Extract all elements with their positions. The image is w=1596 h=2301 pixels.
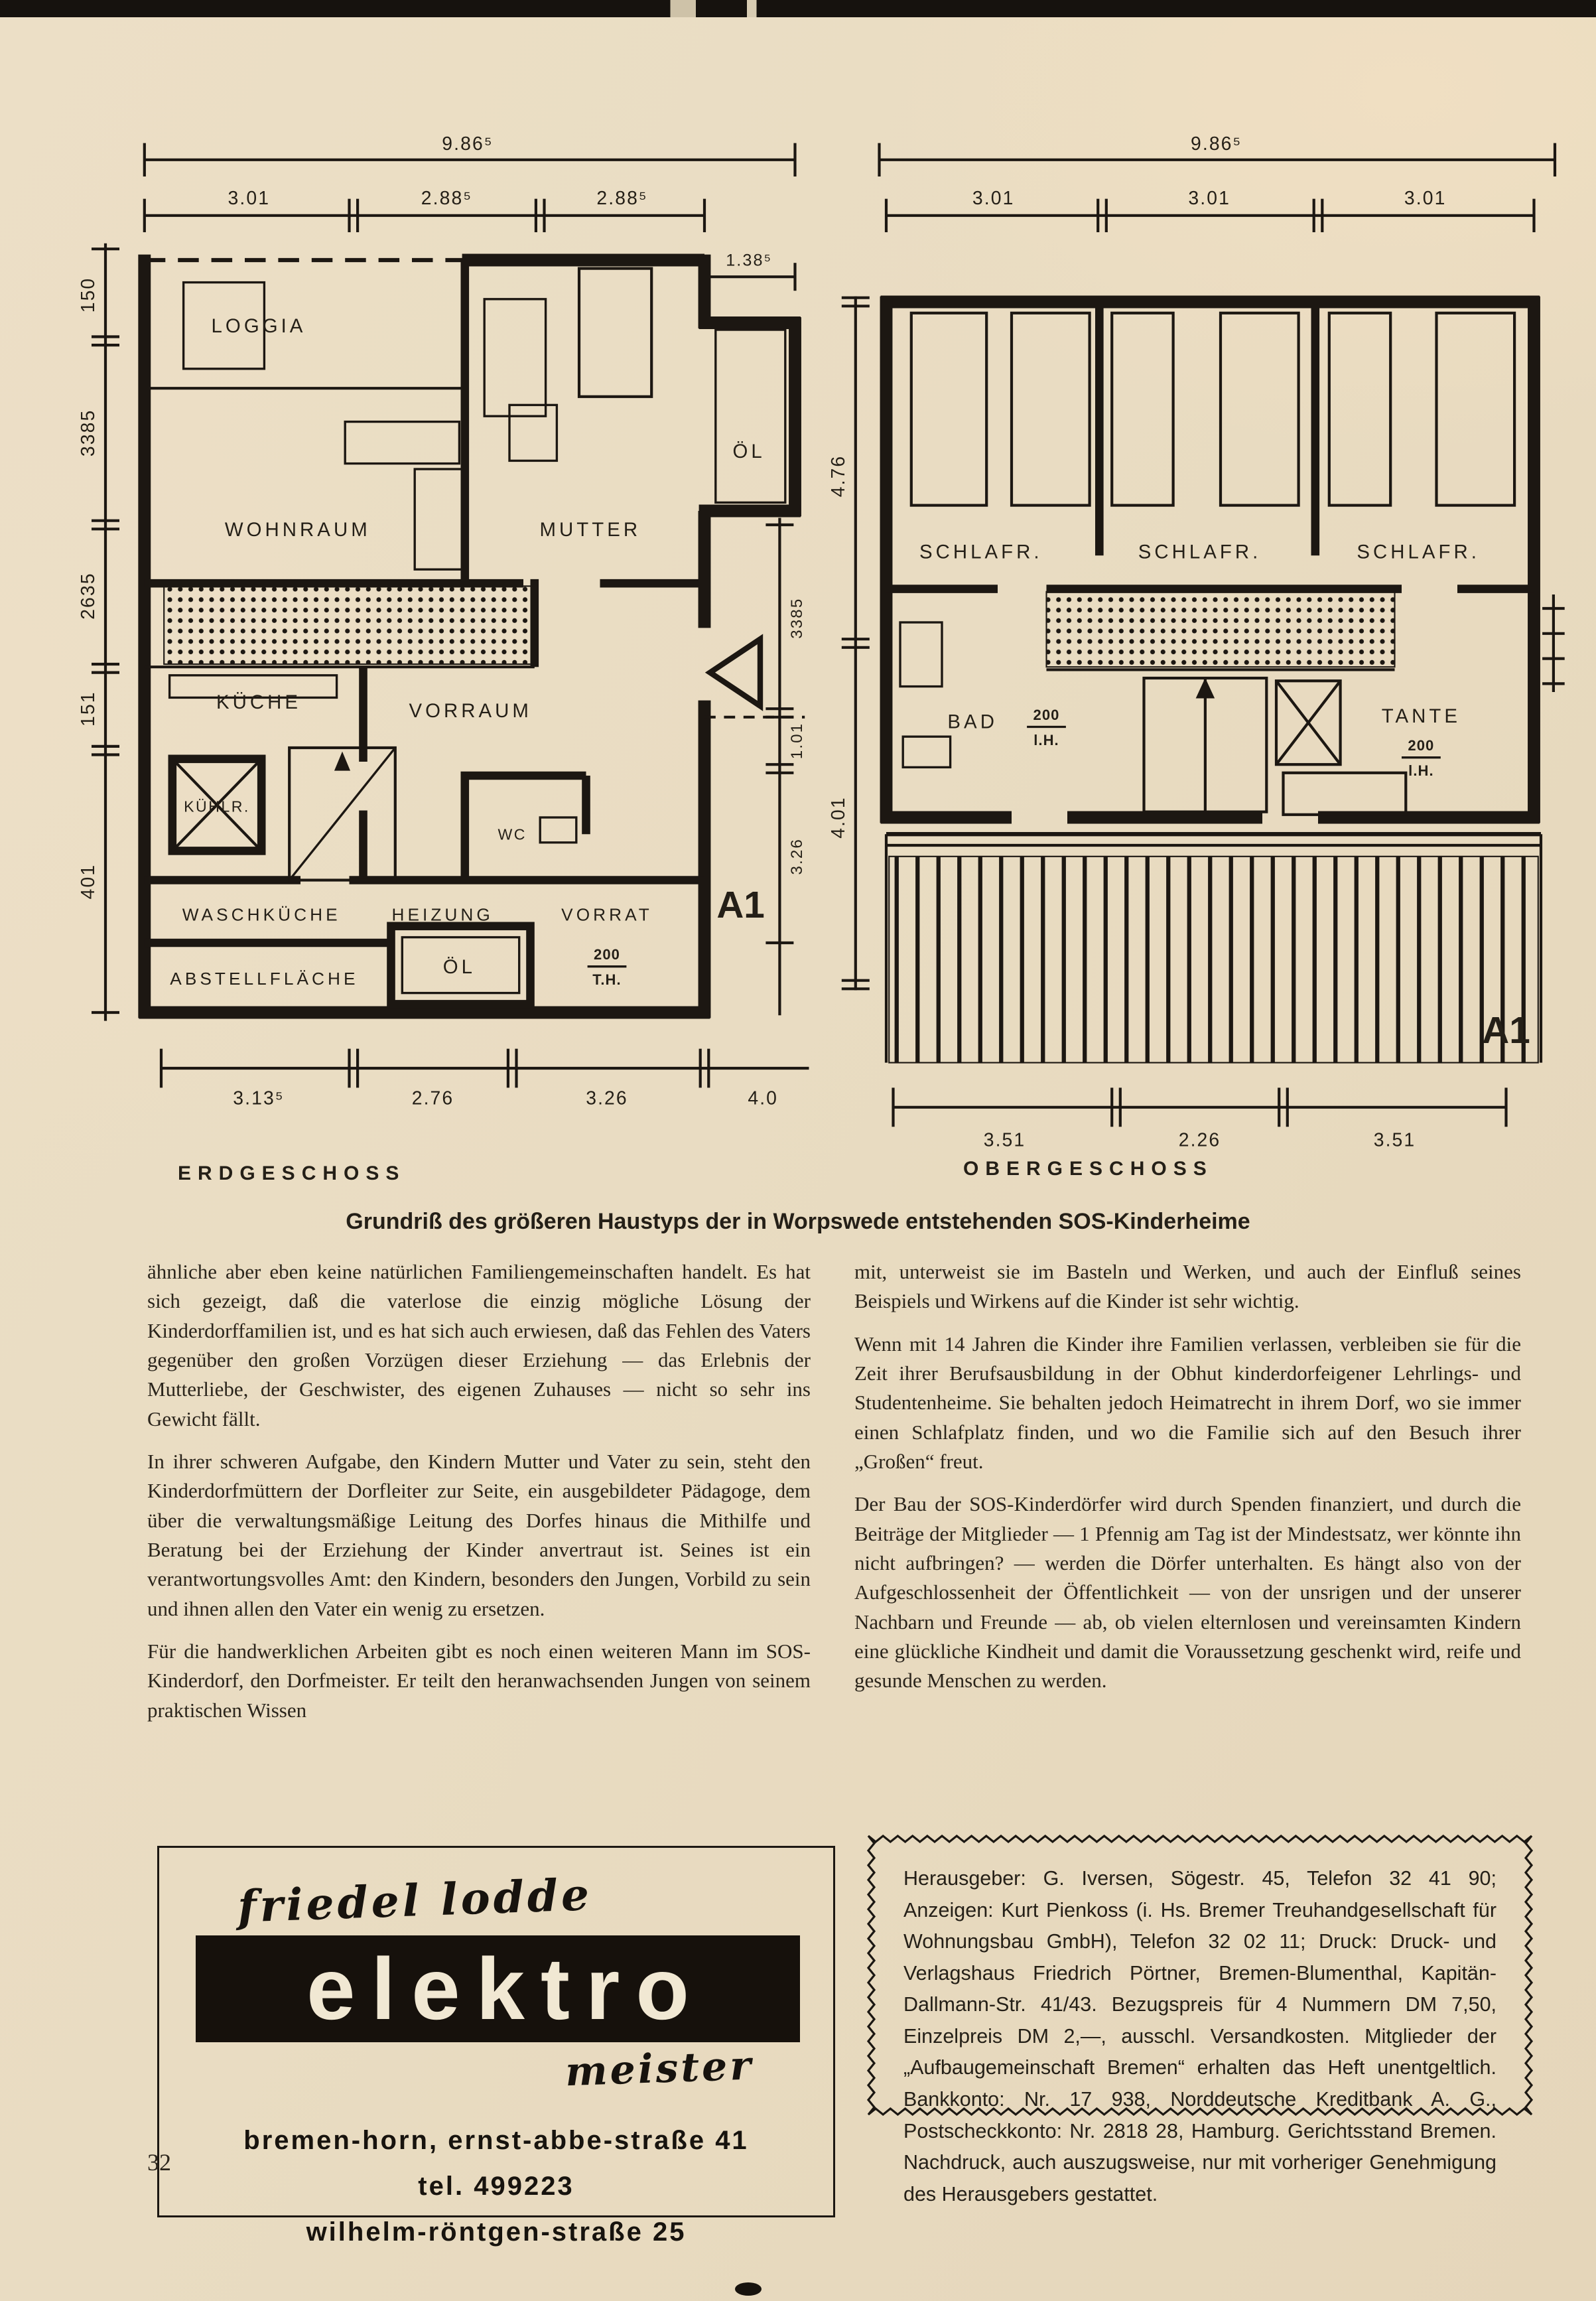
eg-dim-left-3: 2635 — [78, 572, 100, 620]
elektro-advertisement — [157, 1846, 835, 2247]
eg-dim-top-3: 2.88⁵ — [596, 188, 648, 209]
eg-dim-annex: 1.38⁵ — [726, 251, 773, 270]
page-number: 32 — [147, 2149, 171, 2176]
eg-dim-left-1: 150 — [78, 277, 100, 313]
obergeschoss-label: OBERGESCHOSS — [963, 1158, 1213, 1180]
eg-vorrat-note-bottom: T.H. — [592, 971, 622, 988]
ad-address — [159, 2118, 833, 2255]
paragraph: ähnliche aber eben keine natürlichen Familiengemeinschaften handelt. Es hat sich gezeigt, daß die vaterlose die einzig mögliche Lösung der Kinderdorffamilien ist, und es hat sich auch erwiesen, daß das Fehlen des Vaters gegenüber den großen Vorzügen dieser Erziehung — das Erlebnis der Mutterliebe, der Geschwister, des eigenen Zuhauses — nicht so sehr ins Gewicht fällt. — [147, 1260, 811, 1430]
eg-dim-left-2: 3385 — [78, 409, 100, 457]
ad-address-line3: wilhelm-röntgen-straße 25 — [306, 2217, 687, 2247]
eg-dim-right-3: 3.26 — [788, 838, 806, 875]
eg-dim-top-2: 2.88⁵ — [421, 188, 473, 209]
floorplan-erdgeschoss — [50, 93, 816, 1180]
og-tante-note-top: 200 — [1408, 737, 1435, 754]
og-dim-top-2: 3.01 — [1188, 188, 1230, 209]
eg-room-wohnraum: WOHNRAUM — [224, 518, 371, 541]
eg-room-kueche: KÜCHE — [216, 691, 302, 714]
eg-room-abstellflaeche: ABSTELLFLÄCHE — [170, 969, 359, 989]
eg-dim-left-4: 151 — [78, 691, 100, 727]
eg-dim-top-1: 3.01 — [228, 188, 271, 209]
og-dim-total: 9.86⁵ — [1191, 133, 1242, 155]
og-room-schlafr1: SCHLAFR. — [919, 541, 1043, 563]
eg-dim-right-2: 1.01 — [788, 722, 806, 760]
og-dim-left-1: 4.76 — [828, 454, 849, 498]
eg-room-loggia: LOGGIA — [211, 315, 306, 338]
eg-room-mutter: MUTTER — [539, 518, 641, 541]
eg-dim-left-5: 401 — [78, 863, 100, 900]
eg-dim-bottom-2: 2.76 — [411, 1087, 454, 1109]
eg-dim-total: 9.86⁵ — [442, 133, 494, 155]
eg-room-waschkueche: WASCHKÜCHE — [182, 904, 341, 925]
og-room-schlafr3: SCHLAFR. — [1357, 541, 1480, 563]
ad-address-line1: bremen-horn, ernst-abbe-straße 41 — [243, 2126, 749, 2156]
eg-marker-a1: A1 — [716, 884, 765, 927]
paragraph: Für die handwerklichen Arbeiten gibt es noch einen weiteren Mann im SOS-Kinderdorf, den Dorfmeister. Er teilt den heranwachsenden Jungen von seinem praktischen Wissen — [147, 1639, 811, 1722]
og-bad-note-bottom: l.H. — [1033, 731, 1059, 748]
og-fixtures — [886, 313, 1565, 1063]
eg-room-vorrat: VORRAT — [561, 904, 653, 925]
article-column-right — [854, 1257, 1521, 1709]
eg-vorrat-note-top: 200 — [594, 946, 620, 963]
og-room-schlafr2: SCHLAFR. — [1138, 541, 1262, 563]
ad-address-line2: tel. 499223 — [418, 2171, 574, 2201]
eg-dim-right-1: 3385 — [788, 597, 806, 639]
og-dim-left-2: 4.01 — [828, 796, 849, 839]
ad-script-meister: meister — [564, 2042, 754, 2096]
paragraph: Wenn mit 14 Jahren die Kinder ihre Familien verlassen, verbleiben sie für die Zeit ihrer Berufsausbildung in der Obhut kinderdorfeigener Lehrlings- und Studentenheime. Sie behalten jedoch Heimatrecht in ihrem Dorf, wo sie immer einen Schlafplatz finden, und wo die Familie sich auf den Besuch ihrer „Großen“ freut. — [854, 1332, 1521, 1473]
og-dim-top-3: 3.01 — [1404, 188, 1447, 209]
erdgeschoss-label: ERDGESCHOSS — [178, 1162, 406, 1184]
og-dim-bottom-1: 3.51 — [983, 1129, 1026, 1151]
eg-dim-bottom-1: 3.13⁵ — [233, 1087, 285, 1109]
og-room-tante: TANTE — [1381, 705, 1461, 728]
scan-ink-blob — [735, 2282, 762, 2296]
eg-room-kuehlr: KÜHLR. — [184, 798, 250, 815]
og-bad-note-top: 200 — [1033, 707, 1060, 723]
og-dim-bottom-2: 2.26 — [1178, 1129, 1221, 1151]
scan-top-edge — [0, 0, 1596, 17]
paragraph: In ihrer schweren Aufgabe, den Kindern Mutter und Vater zu sein, steht den Kinderdorfmüttern der Dorfleiter zur Seite, ein ausgebildeter Pädagoge, dem über die verwaltungsmäßige Leitung des Dorfes hinaus die Mithilfe und Beratung bei der Erziehung der Kinder anvertraut ist. Seines ist ein verantwortungsvolles Amt: den Kindern, besonders den Jungen, Vorbild zu sein und ihnen allen den Vater ein wenig zu ersetzen. — [147, 1449, 811, 1620]
eg-dim-bottom-3: 3.26 — [586, 1087, 628, 1109]
og-dim-top-1: 3.01 — [972, 188, 1015, 209]
paragraph: Der Bau der SOS-Kinderdörfer wird durch Spenden finanziert, und durch die Beiträge der Mitglieder — 1 Pfennig am Tag ist der Mindestsatz, wer könnte ihn nicht aufbringen? — werden die Dörfer unterhalten. Es hängt also von der Aufgeschlossenheit der Öffentlichkeit — von der unsrigen und der unserer Nachbarn und Freunde — ab, ob vielen elternlosen und vereinsamten Kindern eine glückliche Kindheit und damit die Voraussetzung geschenkt wird, reife und gesunde Menschen zu werden. — [854, 1492, 1521, 1693]
eg-dim-bottom-4: 4.0 — [748, 1087, 779, 1109]
imprint-text: Herausgeber: G. Iversen, Sögestr. 45, Telefon 32 41 90; Anzeigen: Kurt Pienkoss (i. Hs. Bremer Treuhandgesellschaft für Wohnungsbau GmbH), Telefon 32 02 11; Druck: Druck- und Verlagshaus Friedrich Pörtner, Bremen-Blumenthal, Kapitän-Dallmann-Str. 41/43. Bezugspreis für 4 Nummern DM 7,50, Einzelpreis DM 2,—, ausschl. Versandkosten. Mitglieder der „Aufbaugemeinschaft Bremen“ erhalten das Heft unentgeltlich. Bankkonto: Nr. 17 938, Norddeutsche Kreditbank A. G., Postscheckkonto: Nr. 2818 28, Hamburg. Gerichtsstand Bremen. Nachdruck, auch auszugsweise, nur mit vorheriger Genehmigung des Herausgebers gestattet. — [903, 1867, 1496, 2205]
imprint-box — [865, 1833, 1535, 2205]
ad-logo: elektro — [196, 1935, 800, 2042]
og-room-bad: BAD — [947, 711, 998, 733]
article-column-left — [147, 1257, 811, 1738]
og-dim-bottom-3: 3.51 — [1373, 1129, 1416, 1151]
eg-room-oel-annex: ÖL — [732, 441, 765, 463]
og-tante-note-bottom: l.H. — [1408, 762, 1434, 779]
eg-room-oel: ÖL — [442, 956, 476, 979]
figure-caption: Grundriß des größeren Haustyps der in Worpswede entstehenden SOS-Kinderheime — [346, 1209, 1250, 1234]
eg-room-vorraum: VORRAUM — [409, 699, 532, 722]
eg-room-heizung: HEIZUNG — [391, 904, 494, 925]
eg-room-wc: WC — [498, 825, 527, 843]
ad-script-name: friedel lodde — [236, 1868, 594, 1933]
og-marker-a1: A1 — [1482, 1010, 1530, 1052]
paragraph: mit, unterweist sie im Basteln und Werken, und auch der Einfluß seines Beispiels und Wirkens auf die Kinder ist sehr wichtig. — [854, 1260, 1521, 1313]
floorplan-obergeschoss — [803, 93, 1569, 1180]
